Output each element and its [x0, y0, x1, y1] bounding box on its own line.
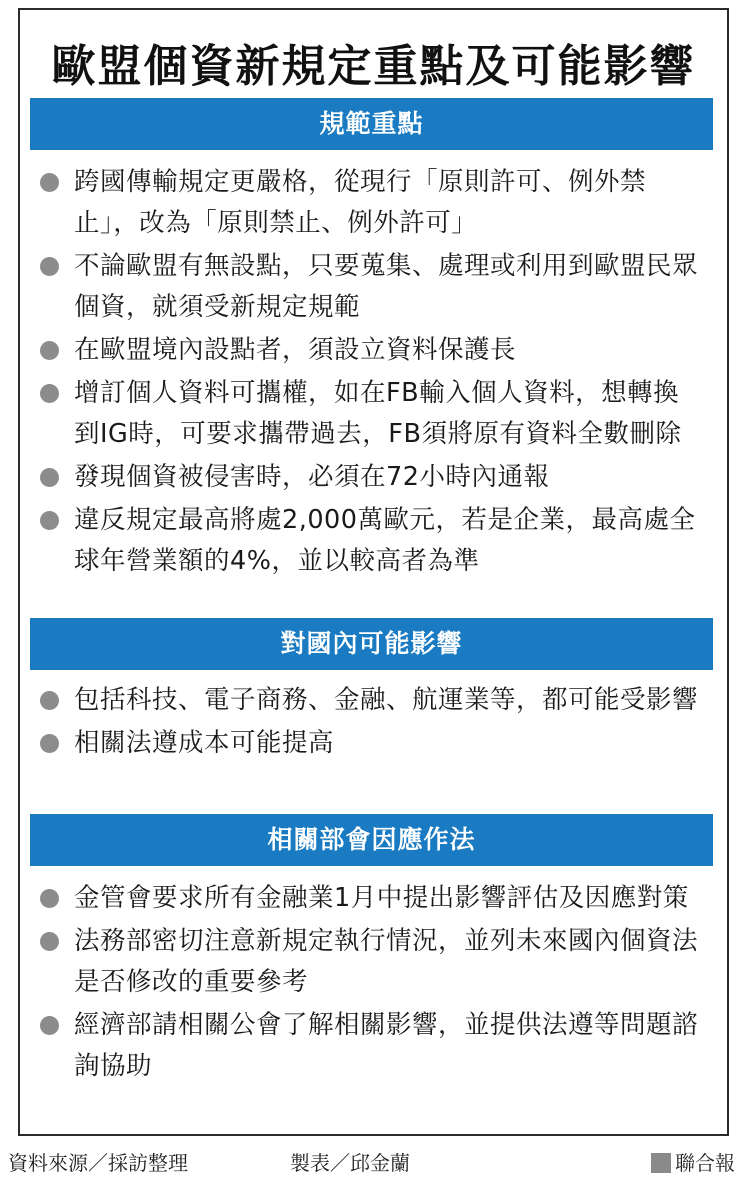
list-item: 包括科技、電子商務、金融、航運業等，都可能受影響 — [74, 680, 701, 721]
footer-publisher — [651, 1147, 735, 1176]
list-item: 金管會要求所有金融業1月中提出影響評估及因應對策 — [74, 878, 701, 919]
list-item: 法務部密切注意新規定執行情況，並列未來國內個資法是否修改的重要參考 — [74, 921, 701, 1003]
list-item: 發現個資被侵害時，必須在72小時內通報 — [74, 457, 701, 498]
bullet-icon — [40, 889, 59, 908]
bullet-icon — [40, 257, 59, 276]
list-item: 在歐盟境內設點者，須設立資料保護長 — [74, 330, 701, 371]
footer-maker: 製表／邱金蘭 — [290, 1151, 410, 1175]
section-heading-regulation-points: 規範重點 — [30, 98, 713, 150]
bullet-icon — [40, 1016, 59, 1035]
bullet-icon — [40, 341, 59, 360]
bullet-icon — [40, 173, 59, 192]
bullet-icon — [40, 468, 59, 487]
publisher-logo-icon — [651, 1153, 671, 1173]
section-list-domestic-impact — [74, 680, 701, 766]
section-list-regulation-points — [74, 162, 701, 584]
bullet-icon — [40, 932, 59, 951]
list-item: 相關法遵成本可能提高 — [74, 723, 701, 764]
section-heading-domestic-impact: 對國內可能影響 — [30, 618, 713, 670]
section-list-ministry-response — [74, 878, 701, 1089]
bullet-icon — [40, 384, 59, 403]
list-item: 不論歐盟有無設點，只要蒐集、處理或利用到歐盟民眾個資，就須受新規定規範 — [74, 246, 701, 328]
bullet-icon — [40, 734, 59, 753]
list-item: 經濟部請相關公會了解相關影響，並提供法遵等問題諮詢協助 — [74, 1005, 701, 1087]
list-item: 跨國傳輸規定更嚴格，從現行「原則許可、例外禁止」，改為「原則禁止、例外許可」 — [74, 162, 701, 244]
bullet-icon — [40, 691, 59, 710]
section-heading-ministry-response: 相關部會因應作法 — [30, 814, 713, 866]
infographic-frame — [18, 8, 729, 1136]
page-title: 歐盟個資新規定重點及可能影響 — [51, 41, 696, 92]
publisher-name: 聯合報 — [675, 1151, 735, 1175]
list-item: 增訂個人資料可攜權，如在FB輸入個人資料，想轉換到IG時，可要求攜帶過去，FB須將原有資料全數刪除 — [74, 373, 701, 455]
bullet-icon — [40, 511, 59, 530]
footer-source: 資料來源／採訪整理 — [8, 1151, 188, 1175]
list-item: 違反規定最高將處2,000萬歐元，若是企業，最高處全球年營業額的4%，並以較高者為準 — [74, 500, 701, 582]
